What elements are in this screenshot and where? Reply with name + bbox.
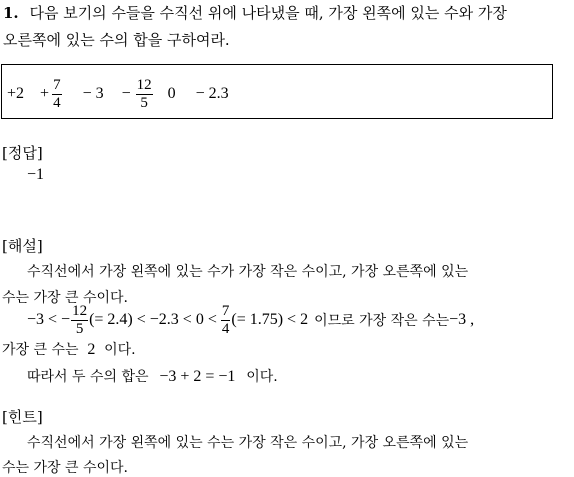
line4-value: 2	[87, 341, 96, 358]
line4-end: 이다.	[104, 342, 136, 358]
question-line-2	[3, 29, 230, 50]
hint-line-2: 수는 가장 큰 수이다.	[2, 460, 128, 476]
question-text-1: 다음 보기의 수들을 수직선 위에 나타냈을 때, 가장 왼쪽에 있는 수와 가장	[29, 4, 507, 22]
value-minus-3: − 3	[82, 85, 104, 102]
line4-text: 가장 큰 수는	[2, 342, 79, 358]
fraction-numerator: 12	[72, 302, 88, 319]
fraction-denominator: 4	[53, 94, 61, 111]
value-plus-2: +2	[7, 85, 25, 102]
inequality-part-c: (= 1.75) < 2	[231, 311, 309, 328]
line5-math: −3 + 2 = −1	[159, 368, 236, 385]
inequality-part-a: −3 < −	[27, 311, 71, 328]
fraction-denominator: 5	[75, 320, 84, 337]
fraction-denominator: 5	[140, 94, 148, 111]
hint-line-1: 수직선에서 가장 왼쪽에 있는 수는 가장 작은 수이고, 가장 오른쪽에 있는	[27, 435, 469, 451]
explanation-line-5	[27, 366, 278, 386]
fraction-12-5	[136, 78, 153, 111]
explanation-line-2: 수는 가장 큰 수이다.	[2, 290, 128, 306]
fraction-7-4	[221, 304, 231, 337]
inequality-tail-value: −3 ,	[449, 311, 475, 328]
explanation-heading: [해설]	[2, 237, 43, 255]
value-plus-7-4	[40, 78, 63, 111]
answer-value: −1	[27, 166, 45, 183]
value-zero: 0	[167, 85, 176, 102]
choices-values	[7, 74, 229, 114]
explanation-line-1: 수직선에서 가장 왼쪽에 있는 수가 가장 작은 수이고, 가장 오른쪽에 있는	[27, 264, 469, 280]
fraction-12-5	[71, 304, 88, 337]
value-sign: −	[121, 85, 131, 102]
explanation-inequality	[27, 300, 474, 340]
answer-heading: [정답]	[2, 144, 43, 162]
fraction-7-4	[52, 78, 62, 111]
value-sign: +	[40, 85, 50, 102]
question-text-2: 오른쪽에 있는 수의 합을 구하여라.	[3, 31, 230, 49]
line5-end: 이다.	[246, 369, 278, 385]
inequality-tail-text: 이므로 가장 작은 수는	[314, 313, 450, 329]
question-number: 1.	[3, 4, 19, 22]
line5-text: 따라서 두 수의 합은	[27, 369, 149, 385]
fraction-numerator: 12	[136, 76, 152, 93]
fraction-denominator: 4	[221, 320, 230, 337]
question-line-1	[3, 2, 507, 23]
value-minus-2-3: − 2.3	[195, 85, 229, 102]
value-minus-12-5	[122, 78, 154, 111]
explanation-line-4	[2, 339, 136, 359]
fraction-numerator: 7	[221, 302, 230, 319]
inequality-part-b: (= 2.4) < −2.3 < 0 <	[89, 311, 217, 328]
hint-heading: [힌트]	[2, 408, 43, 426]
fraction-numerator: 7	[53, 76, 61, 93]
